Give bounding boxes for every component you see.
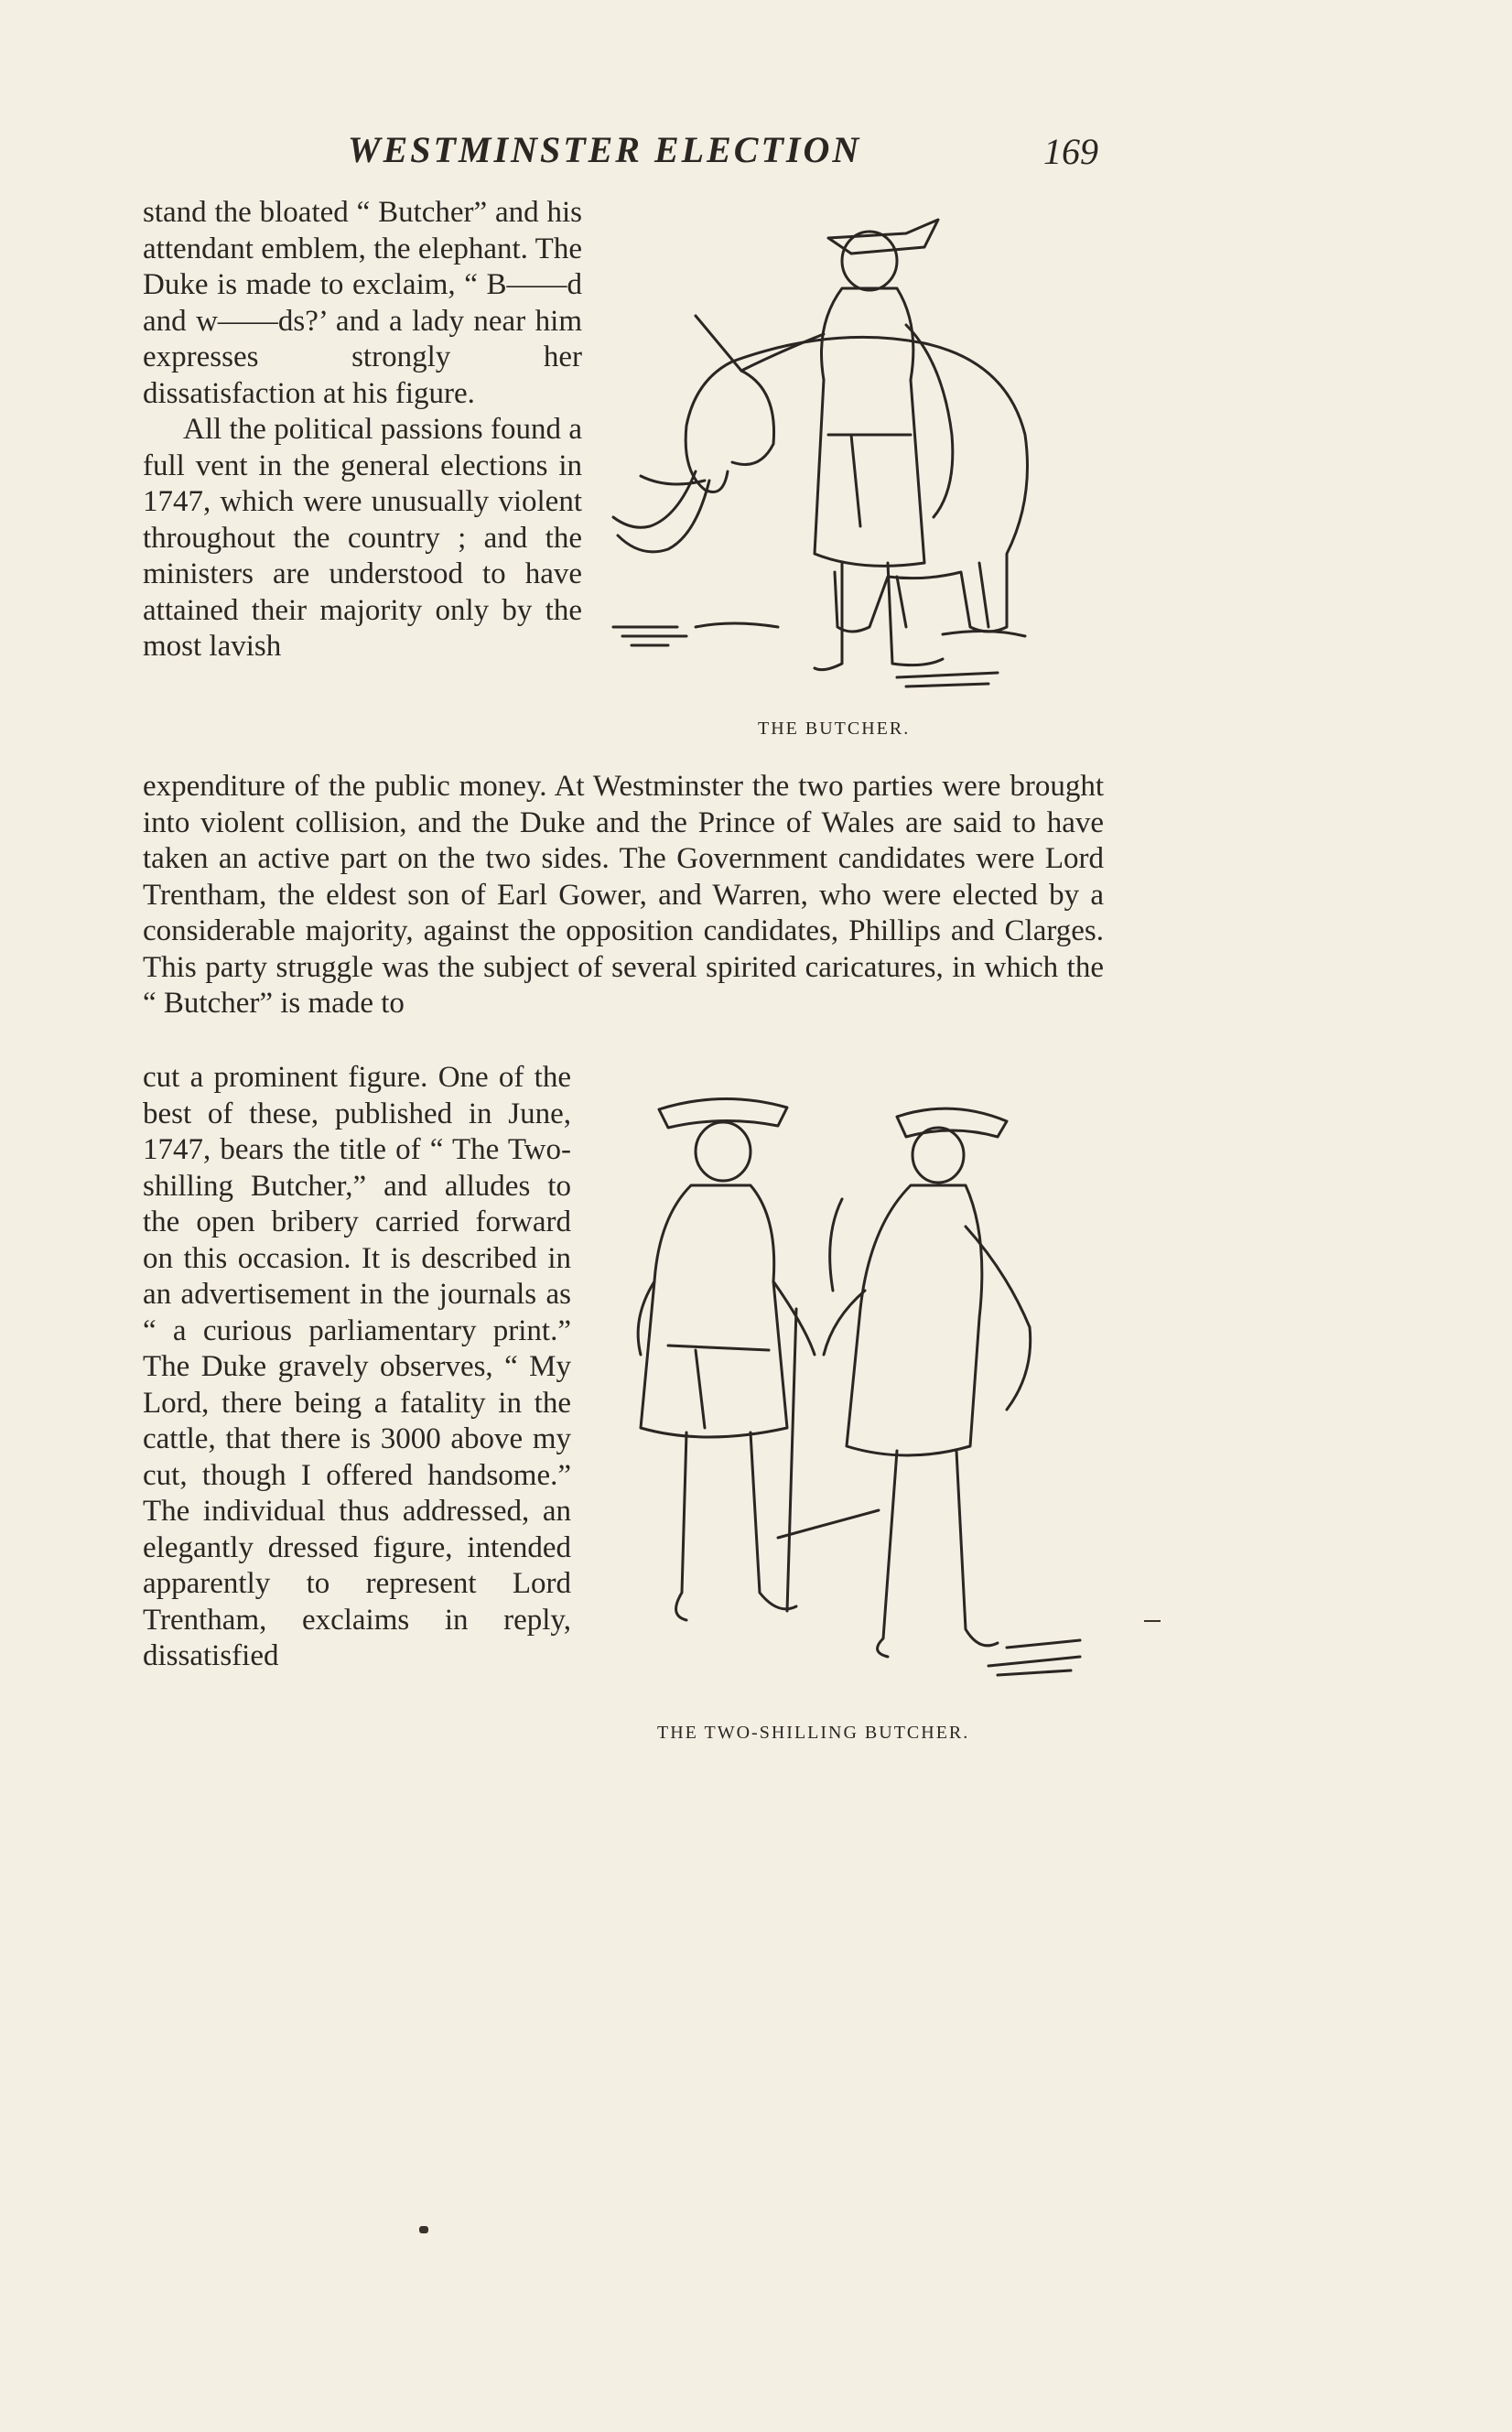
butcher-caption: THE BUTCHER. <box>758 719 911 739</box>
running-title: WESTMINSTER ELECTION <box>348 129 862 170</box>
ink-smudge <box>419 2226 428 2233</box>
margin-mark <box>1144 1620 1161 1622</box>
paragraph-2-part-3: cut a prominent figure. One of the best of these, published in June, 1747, bears the title of “ The Two-shilling Butcher,” and alludes to the open bribery carried forward on this occasion. It is described in an advertisement in the journals as “ a curious parliamentary print.” The Duke gravely observes, “ My Lord, there being a fatality in the cattle, that there is 3000 above my cut, though I offered handsome.” The individual thus addressed, an elegantly dressed figure, intended apparently to represent Lord Trentham, exclaims in reply, dissatisfied <box>143 1061 571 1672</box>
text-column-bottom <box>143 1060 571 1675</box>
paragraph-1: stand the bloated “ Butcher” and his attendant emblem, the elephant. The Duke is made to exclaim, “ B——d and w——ds?’ and a lady near him expresses strongly her dissatisfaction at his figure. <box>143 196 582 410</box>
text-full-width <box>143 769 1104 1022</box>
text-column-top <box>143 195 582 665</box>
butcher-illustration <box>595 197 1107 709</box>
paragraph-2-part-2: expenditure of the public money. At Westminster the two parties were brought into violent collision, and the Duke and the Prince of Wales are said to have taken an active part on the two sides. The Government candidates were Lord Trentham, the eldest son of Earl Gower, and Warren, who were elected by a considerable majority, against the opposition candidates, Phillips and Clarges. This party struggle was the subject of several spirited caricatures, in which the “ Butcher” is made to <box>143 770 1104 1020</box>
page-number: 169 <box>1043 131 1098 172</box>
two-shilling-butcher-caption: THE TWO-SHILLING BUTCHER. <box>657 1723 970 1743</box>
two-shilling-butcher-illustration <box>604 1080 1098 1684</box>
paragraph-2-part-1: All the political passions found a full vent in the general elections in 1747, which were unusually violent throughout the country ; and the ministers are understood to have attained their majority only by the most lavish <box>143 413 582 663</box>
